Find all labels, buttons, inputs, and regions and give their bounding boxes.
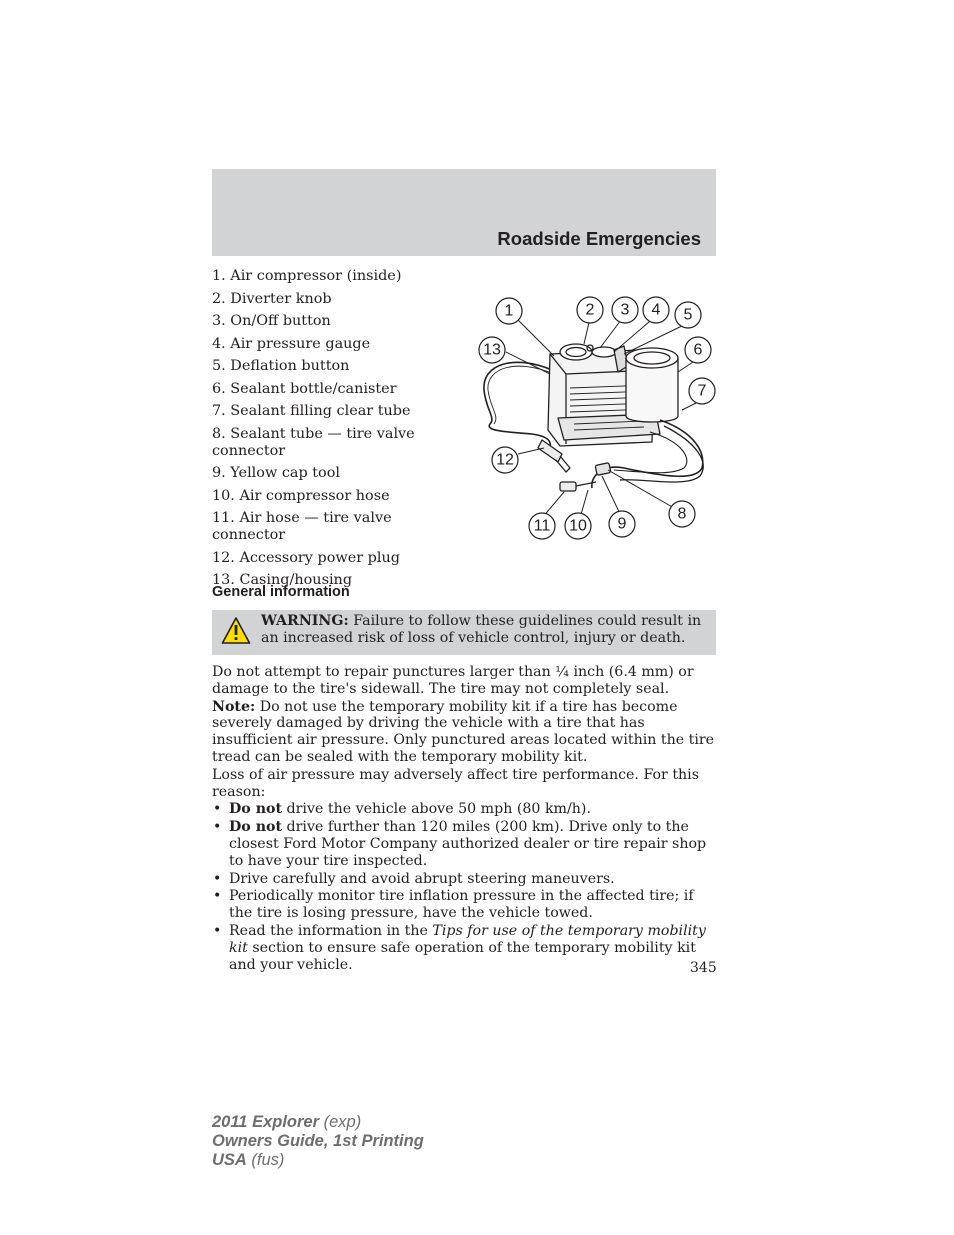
- bullet-text: section to ensure safe operation of the temporary mobility kit and your vehicle.: [229, 939, 696, 973]
- callout-label: 10: [569, 517, 587, 535]
- callout-label: 6: [693, 341, 703, 359]
- callout-label: 3: [620, 301, 630, 319]
- callout-label: 2: [585, 301, 595, 319]
- callout-label: 5: [683, 306, 693, 324]
- bullet-text: drive the vehicle above 50 mph (80 km/h).: [282, 801, 591, 818]
- section-title: Roadside Emergencies: [497, 228, 701, 249]
- footer-market: USA: [212, 1151, 247, 1169]
- parts-list-item: 6. Sealant bottle/canister: [212, 380, 397, 397]
- bullet-bold: Do not: [229, 801, 283, 818]
- bullet: •: [213, 870, 222, 887]
- parts-list-item: 3. On/Off button: [212, 313, 331, 329]
- note-label: Note:: [212, 698, 256, 715]
- bullet: •: [213, 888, 222, 905]
- warning-triangle-icon: [221, 616, 251, 646]
- document-footer: [212, 1113, 424, 1170]
- page-number: 345: [690, 960, 717, 976]
- footer-line: [212, 1151, 424, 1170]
- warning-text: Failure to follow these guidelines could result in an increased risk of loss of vehicle control, injury or death.: [261, 613, 702, 646]
- bullet: •: [213, 922, 222, 939]
- list-item: [212, 888, 720, 922]
- tire-mobility-kit-diagram: [474, 292, 720, 544]
- callout-label: 11: [533, 517, 551, 535]
- bullet-text: Read the information in the: [229, 922, 433, 939]
- callout-label: 1: [504, 302, 514, 320]
- bullet-text: drive further than 120 miles (200 km). Drive only to the closest Ford Motor Company authorized dealer or tire repair shop to have your tire inspected.: [229, 819, 707, 869]
- parts-list-item: 9. Yellow cap tool: [212, 465, 340, 481]
- callout-label: 9: [617, 515, 627, 533]
- parts-list: [212, 268, 462, 589]
- callout-label: 8: [677, 505, 687, 523]
- general-information-heading: General information: [212, 584, 350, 600]
- warning-message: [261, 613, 709, 647]
- paragraph-puncture-size: Do not attempt to repair punctures larger than ¼ inch (6.4 mm) or damage to the tire's sidewall. The tire may not completely seal.: [212, 664, 694, 697]
- parts-list-item: 4. Air pressure gauge: [212, 335, 371, 352]
- note-paragraph: [212, 699, 720, 766]
- precautions-list: [212, 801, 720, 973]
- callout-label: 4: [651, 301, 661, 319]
- parts-list-item: 8. Sealant tube — tire valve connector: [212, 425, 415, 459]
- bullet: •: [213, 819, 222, 836]
- parts-list-item: 11. Air hose — tire valve connector: [212, 510, 392, 543]
- bullet-text: Drive carefully and avoid abrupt steering maneuvers.: [229, 870, 615, 887]
- footer-line: [212, 1113, 424, 1132]
- parts-list-item: 1. Air compressor (inside): [212, 268, 402, 284]
- section-reference: Tips for use of the temporary mobility kit: [229, 922, 706, 956]
- bullet: •: [213, 801, 222, 818]
- parts-list-item: 5. Deflation button: [212, 358, 350, 374]
- warning-label: WARNING:: [261, 613, 349, 629]
- note-text: Do not use the temporary mobility kit if a tire has become severely damaged by driving the vehicle with a tire that has insufficient air pressure. Only punctured areas located within the tire tread can be sealed with the temporary mobility kit.: [212, 698, 715, 765]
- parts-list-item: 13. Casing/housing: [212, 572, 353, 588]
- callout-label: 7: [697, 382, 707, 400]
- bullet-text: Periodically monitor tire inflation pressure in the affected tire; if the tire is losing pressure, have the vehicle towed.: [229, 888, 694, 922]
- footer-model: 2011 Explorer: [212, 1113, 320, 1131]
- body-text: [212, 664, 720, 974]
- footer-guide-edition: Owners Guide, 1st Printing: [212, 1132, 424, 1150]
- callout-label: 12: [496, 451, 514, 469]
- list-item: [212, 923, 720, 973]
- section-header-band: [212, 169, 716, 256]
- list-item: [212, 871, 720, 888]
- parts-list-item: 7. Sealant filling clear tube: [212, 403, 411, 419]
- paragraph-air-pressure: Loss of air pressure may adversely affect tire performance. For this reason:: [212, 766, 700, 800]
- warning-box: [212, 610, 716, 655]
- parts-list-item: 12. Accessory power plug: [212, 549, 400, 566]
- list-item: [212, 819, 720, 869]
- footer-model-code: (exp): [319, 1113, 362, 1131]
- bullet-bold: Do not: [229, 819, 283, 836]
- parts-list-item: 2. Diverter knob: [212, 290, 332, 307]
- list-item: [212, 801, 720, 818]
- footer-market-code: (fus): [246, 1151, 285, 1169]
- callout-label: 13: [483, 341, 501, 359]
- parts-list-item: 10. Air compressor hose: [212, 487, 390, 504]
